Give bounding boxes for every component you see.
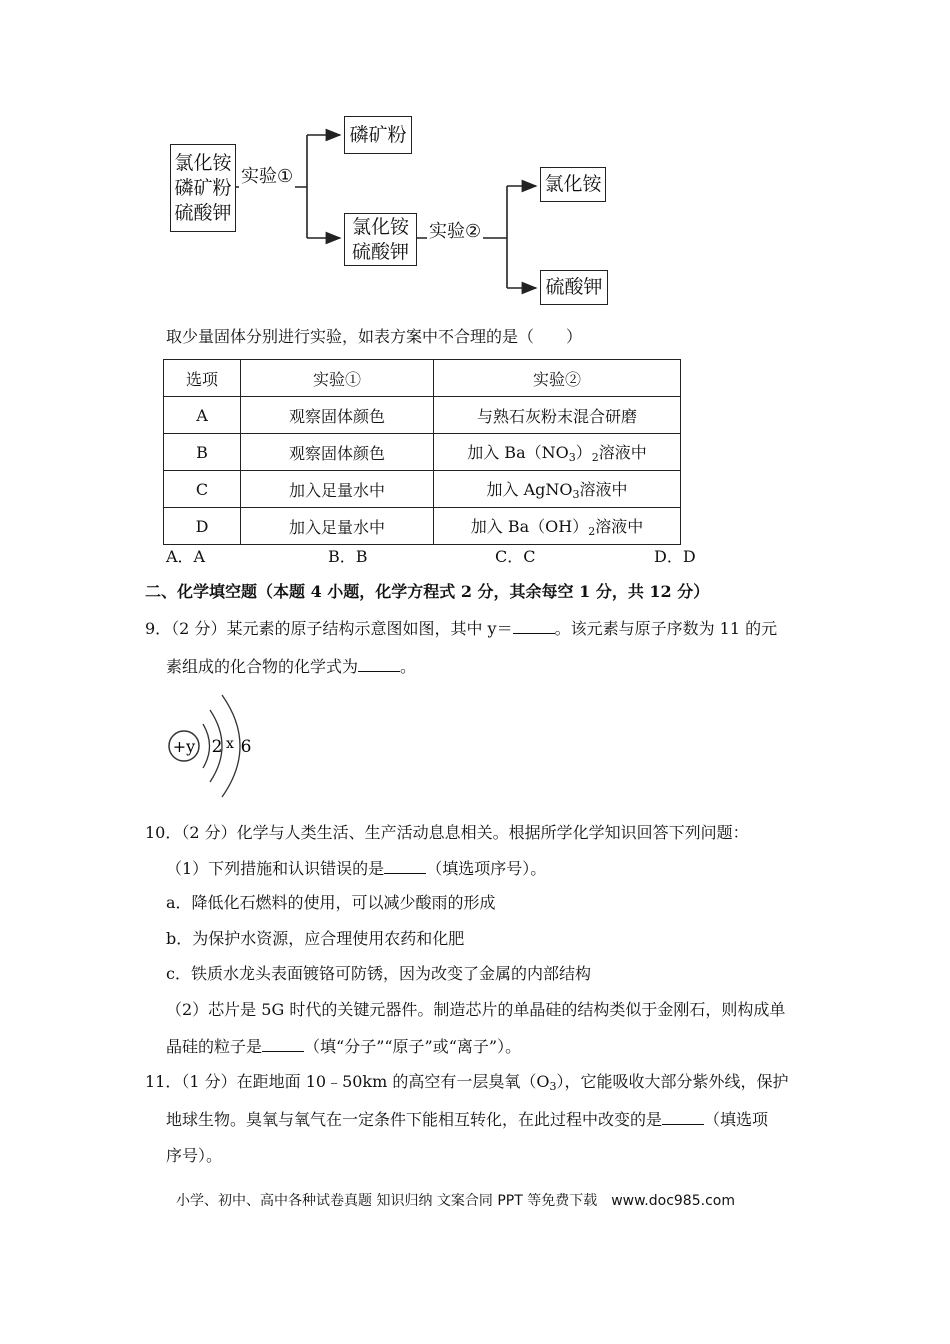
exp2-cell: 与熟石灰粉末混合研磨 — [434, 397, 681, 434]
table-row — [164, 471, 681, 508]
header-cell: 选项 — [164, 360, 241, 397]
option-cell: D — [164, 508, 241, 545]
table-row — [164, 508, 681, 545]
start-box-line: 硫酸钾 — [174, 201, 232, 224]
exp2-cell — [434, 508, 681, 545]
question11-line1 — [145, 1071, 789, 1098]
question10-text: （1）下列措施和认识错误的是 — [166, 859, 385, 878]
answer-blank — [262, 1035, 304, 1052]
question11-line2 — [166, 1108, 768, 1131]
result3-text: 硫酸钾 — [545, 276, 603, 298]
question11-text: 地球生物。臭氧与氧气在一定条件下能相互转化，在此过程中改变的是 — [166, 1110, 663, 1129]
start-box-line: 磷矿粉 — [174, 176, 232, 199]
question11-text: （填选项 — [704, 1110, 769, 1129]
exp1-cell: 加入足量水中 — [241, 508, 434, 545]
formula-part: 溶液中 — [595, 517, 644, 536]
page-footer: 小学、初中、高中各种试卷真题 知识归纳 文案合同 PPT 等免费下载 www.doc985.com — [176, 1193, 735, 1209]
formula-subscript: 2 — [591, 451, 599, 464]
formula-subscript: 3 — [549, 1080, 557, 1093]
exp2-cell — [434, 434, 681, 471]
choice-d: D．D — [654, 547, 696, 566]
result2-text: 氯化铵 — [544, 173, 602, 195]
question8-stem: 取少量固体分别进行实验，如表方案中不合理的是（ ） — [166, 327, 583, 346]
formula-subscript: 3 — [572, 488, 580, 501]
option-cell: A — [164, 397, 241, 434]
question9-text: 。 — [400, 657, 417, 676]
result2-box — [540, 167, 606, 202]
option-cell: C — [164, 471, 241, 508]
options-table — [163, 359, 681, 545]
question10-text: （填选项序号）。 — [426, 859, 547, 878]
question10-line1: 10．（2 分）化学与人类生活、生产活动息息相关。根据所学化学知识回答下列问题： — [145, 823, 749, 842]
shell3-electrons: 6 — [240, 737, 252, 757]
question10-text: 晶硅的粒子是 — [166, 1037, 263, 1056]
step1-label: 实验① — [239, 162, 295, 188]
shell1-electrons: 2 — [211, 737, 223, 757]
mid-box-line: 氯化铵 — [351, 215, 409, 238]
atom-structure-diagram — [160, 690, 270, 805]
formula-part: 加入 AgNO — [486, 480, 573, 499]
question11-text: ），它能吸收大部分紫外线，保护 — [556, 1072, 789, 1091]
answer-blank — [513, 617, 555, 634]
formula-subscript: 2 — [588, 525, 596, 538]
question10-sub2-line2 — [166, 1035, 521, 1058]
question10-sub1 — [166, 857, 546, 880]
formula-part: 加入 Ba（OH） — [470, 517, 589, 536]
exp1-cell: 加入足量水中 — [241, 471, 434, 508]
result1-text: 磷矿粉 — [349, 123, 407, 146]
question9-text: 。该元素与原子序数为 11 的元 — [554, 619, 778, 638]
formula-subscript: 3 — [568, 451, 576, 464]
choice-b: B．B — [328, 547, 368, 566]
electron-shell-1 — [203, 724, 210, 768]
question10-option-c: c．铁质水龙头表面镀铬可防锈，因为改变了金属的内部结构 — [166, 964, 591, 983]
section-heading: 二、化学填空题（本题 4 小题，化学方程式 2 分，其余每空 1 分，共 12 分） — [145, 582, 710, 601]
mid-box-line: 硫酸钾 — [351, 240, 409, 263]
flow-connectors — [0, 0, 950, 320]
table-row — [164, 434, 681, 471]
question9-text: 素组成的化合物的化学式为 — [166, 657, 359, 676]
answer-blank — [662, 1108, 704, 1125]
step2-label: 实验② — [427, 217, 483, 243]
question11-text: 11．（1 分）在距地面 10﹣50km 的高空有一层臭氧（O — [145, 1072, 550, 1091]
answer-blank — [384, 857, 426, 874]
shell2-electrons: x — [226, 736, 234, 752]
option-cell: B — [164, 434, 241, 471]
mid-box — [344, 213, 417, 266]
start-box-line: 氯化铵 — [174, 151, 232, 174]
start-box — [170, 144, 236, 232]
question11-line3: 序号）。 — [166, 1146, 223, 1165]
answer-blank — [358, 655, 400, 672]
header-cell: 实验① — [241, 360, 434, 397]
formula-part: 溶液中 — [598, 443, 647, 462]
table-header-row — [164, 360, 681, 397]
choice-c: C．C — [495, 547, 536, 566]
exp2-cell — [434, 471, 681, 508]
exp1-cell: 观察固体颜色 — [241, 434, 434, 471]
question10-sub2-line1: （2）芯片是 5G 时代的关键元器件。制造芯片的单晶硅的结构类似于金刚石，则构成单 — [166, 1000, 786, 1019]
result3-box — [540, 270, 608, 305]
question10-option-b: b．为保护水资源，应合理使用农药和化肥 — [166, 929, 465, 948]
result1-box — [344, 116, 412, 154]
choice-a: A．A — [166, 547, 206, 566]
nucleus-label: +y — [172, 737, 196, 756]
question9-line2 — [166, 655, 416, 678]
formula-part: 加入 Ba（NO — [467, 443, 569, 462]
header-cell: 实验② — [434, 360, 681, 397]
question9-text: 9．（2 分）某元素的原子结构示意图如图，其中 y＝ — [145, 619, 513, 638]
formula-part: 溶液中 — [579, 480, 628, 499]
table-row — [164, 397, 681, 434]
formula-part: ） — [575, 443, 592, 462]
question9-line1 — [145, 617, 777, 640]
question10-option-a: a．降低化石燃料的使用，可以减少酸雨的形成 — [166, 893, 496, 912]
exp1-cell: 观察固体颜色 — [241, 397, 434, 434]
question10-text: （填“分子”“原子”或“离子”）。 — [304, 1037, 522, 1056]
